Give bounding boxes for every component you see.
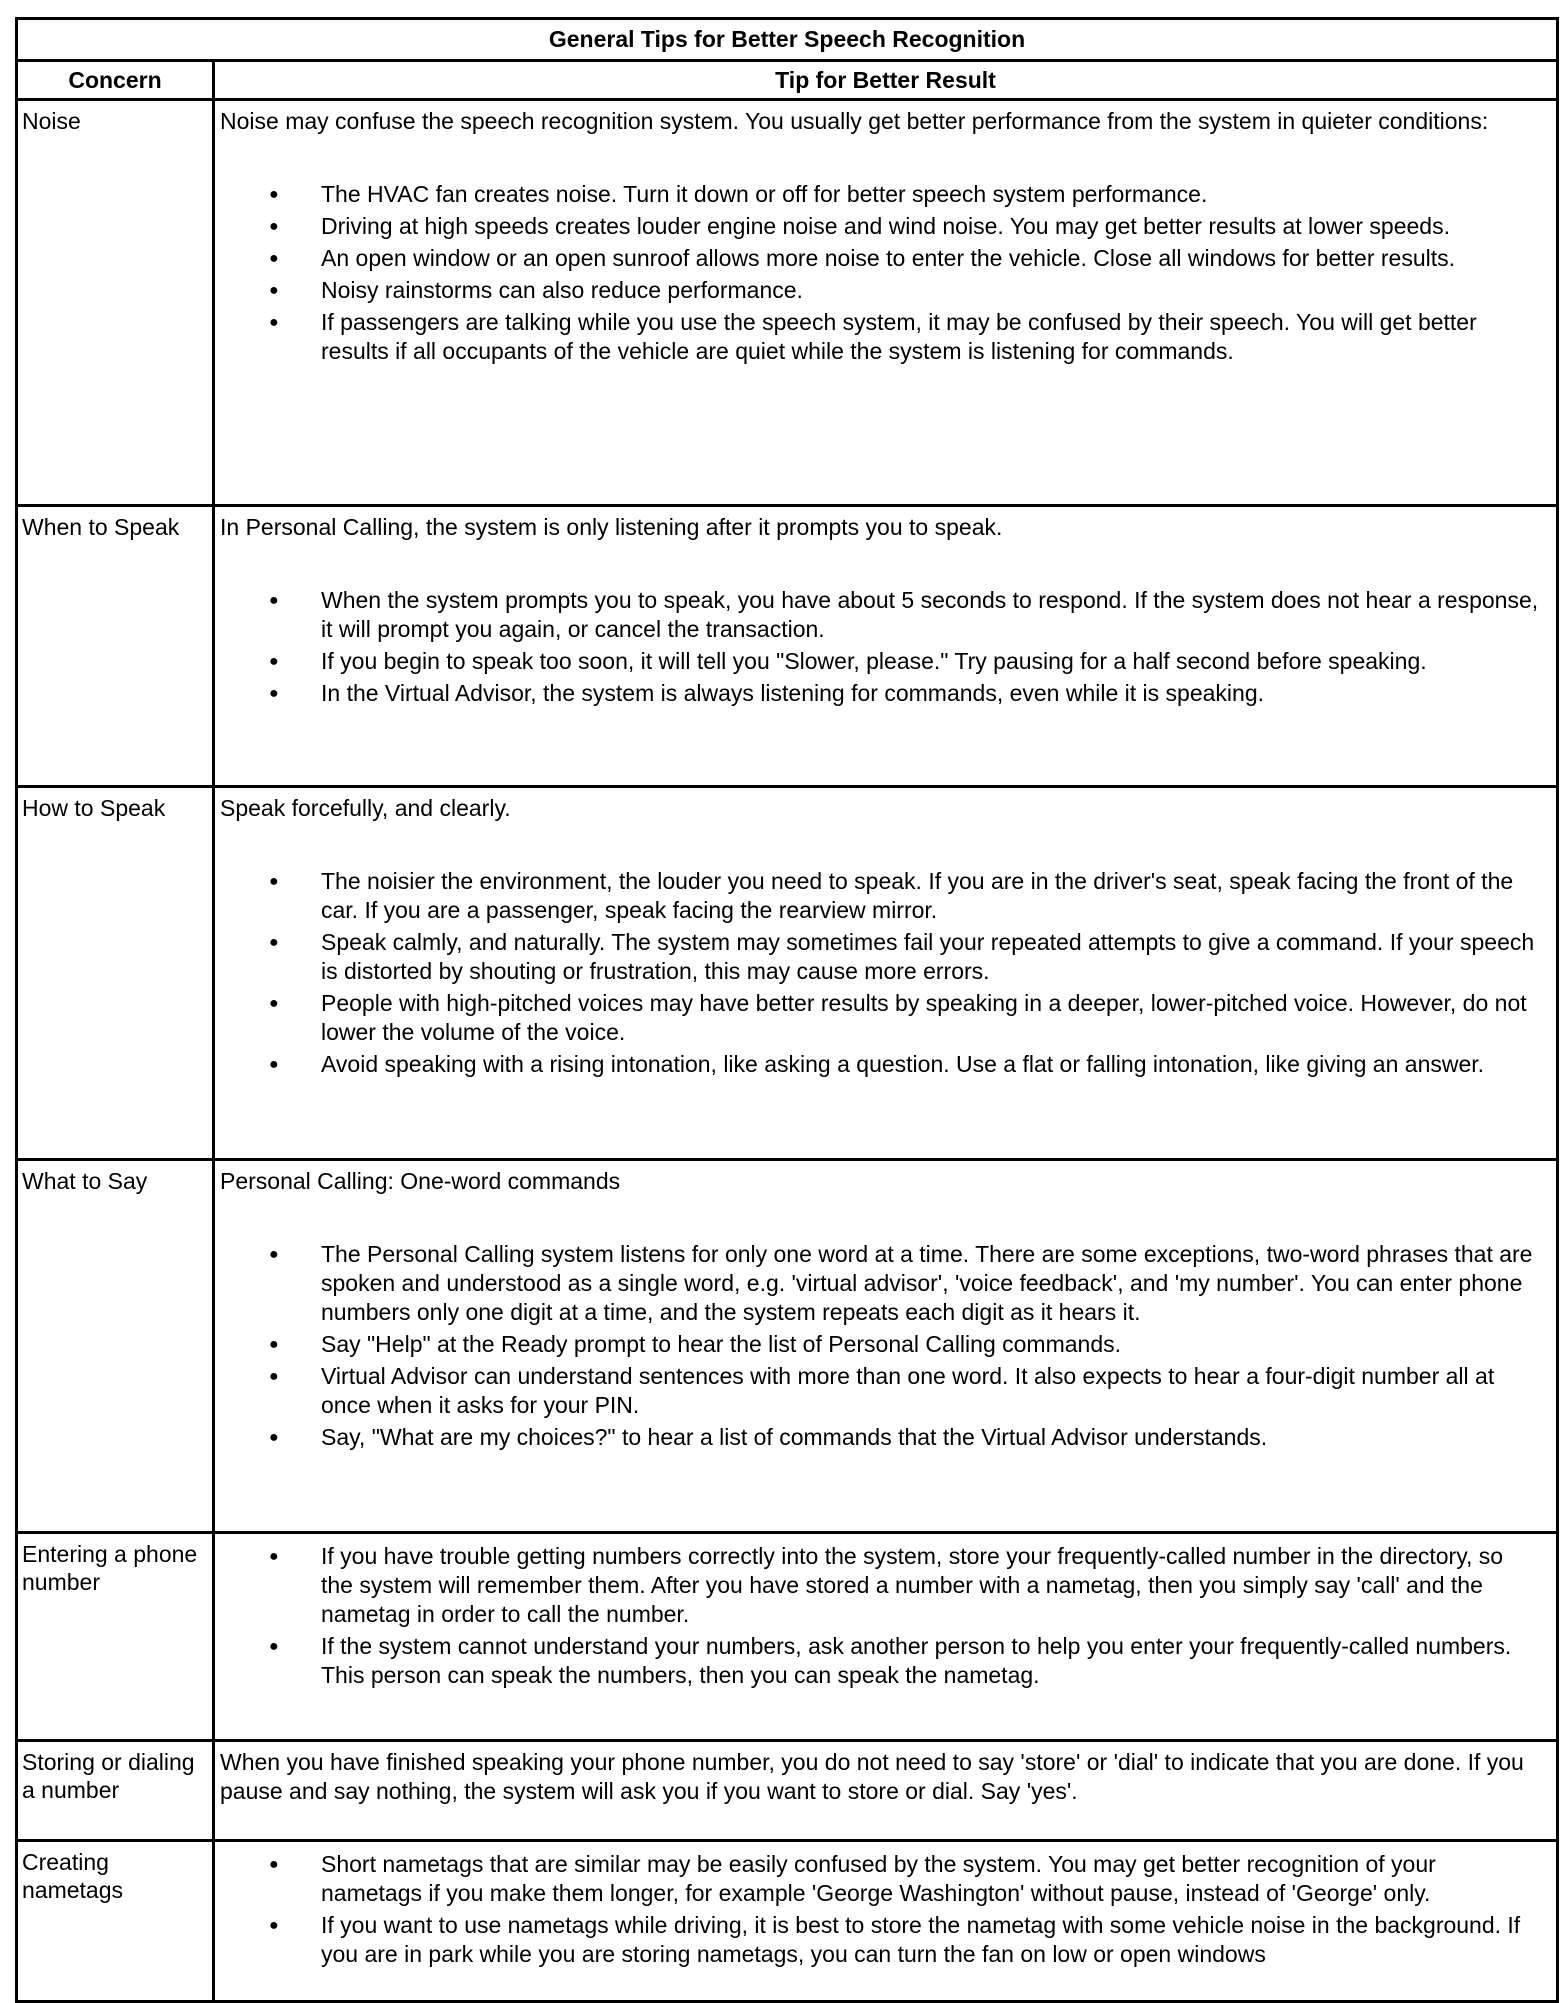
tip-bullet: ● The HVAC fan creates noise. Turn it down or off for better speech system performance. bbox=[220, 180, 1540, 209]
table-row bbox=[17, 1160, 1558, 1533]
table-row bbox=[17, 100, 1558, 506]
tip-bullet-list bbox=[220, 867, 1540, 1079]
tip-cell bbox=[214, 1533, 1558, 1741]
tip-intro: In Personal Calling, the system is only listening after it prompts you to speak. bbox=[220, 514, 1003, 540]
tip-cell bbox=[214, 100, 1558, 506]
concern-cell: How to Speak bbox=[17, 787, 214, 1160]
tip-bullet: ● If passengers are talking while you use the speech system, it may be confused by their speech. You will get better results if all occupants of the vehicle are quiet while the system is listening for commands. bbox=[220, 308, 1540, 366]
tip-bullet-list bbox=[220, 180, 1540, 366]
tip-bullet: ● People with high-pitched voices may have better results by speaking in a deeper, lower-pitched voice. However, do not lower the volume of the voice. bbox=[220, 989, 1540, 1047]
concern-cell: What to Say bbox=[17, 1160, 214, 1533]
tip-cell bbox=[214, 506, 1558, 787]
concern-cell: Entering a phone number bbox=[17, 1533, 214, 1741]
table-row bbox=[17, 787, 1558, 1160]
speech-tips-table bbox=[15, 17, 1559, 2003]
table-row bbox=[17, 1841, 1558, 2002]
tip-bullet-list bbox=[220, 1850, 1540, 1969]
tip-bullet-list bbox=[220, 586, 1540, 708]
tip-bullet: ● An open window or an open sunroof allows more noise to enter the vehicle. Close all windows for better results. bbox=[220, 244, 1540, 273]
tip-bullet: ● If you begin to speak too soon, it will tell you "Slower, please." Try pausing for a half second before speaking. bbox=[220, 647, 1540, 676]
tip-bullet: ● When the system prompts you to speak, you have about 5 seconds to respond. If the system does not hear a response, it will prompt you again, or cancel the transaction. bbox=[220, 586, 1540, 644]
tip-cell bbox=[214, 1160, 1558, 1533]
tip-bullet: ● Avoid speaking with a rising intonation, like asking a question. Use a flat or falling intonation, like giving an answer. bbox=[220, 1050, 1540, 1079]
tip-intro: Personal Calling: One-word commands bbox=[220, 1168, 621, 1194]
tip-bullet: ● The Personal Calling system listens for only one word at a time. There are some exceptions, two-word phrases that are spoken and understood as a single word, e.g. 'virtual advisor', 'voice feedback', and 'my number'. You can enter phone numbers only one digit at a time, and the system repeats each digit as it hears it. bbox=[220, 1240, 1540, 1327]
tip-bullet-list bbox=[220, 1542, 1540, 1690]
tip-bullet: ● The noisier the environment, the louder you need to speak. If you are in the driver's seat, speak facing the front of the car. If you are a passenger, speak facing the rearview mirror. bbox=[220, 867, 1540, 925]
tip-bullet: ● Say "Help" at the Ready prompt to hear the list of Personal Calling commands. bbox=[220, 1330, 1540, 1359]
tip-bullet: ● Noisy rainstorms can also reduce performance. bbox=[220, 276, 1540, 305]
tip-bullet: ● If you want to use nametags while driving, it is best to store the nametag with some vehicle noise in the background. If you are in park while you are storing nametags, you can turn the fan on low or open windows bbox=[220, 1911, 1540, 1969]
tip-bullet: ● Short nametags that are similar may be easily confused by the system. You may get better recognition of your nametags if you make them longer, for example 'George Washington' without pause, instead of 'George' only. bbox=[220, 1850, 1540, 1908]
tip-clip bbox=[220, 1850, 1540, 2000]
concern-cell: Creating nametags bbox=[17, 1841, 214, 2002]
tip-intro: When you have finished speaking your phone number, you do not need to say 'store' or 'dial' to indicate that you are done. If you pause and say nothing, the system will ask you if you want to store or dial. Say 'yes'. bbox=[220, 1749, 1524, 1804]
table-row bbox=[17, 506, 1558, 787]
tip-bullet: ● Driving at high speeds creates louder engine noise and wind noise. You may get better results at lower speeds. bbox=[220, 212, 1540, 241]
table-title: General Tips for Better Speech Recognition bbox=[17, 19, 1558, 61]
table-row bbox=[17, 1533, 1558, 1741]
tip-bullet: ● Virtual Advisor can understand sentences with more than one word. It also expects to hear a four-digit number all at once when it asks for your PIN. bbox=[220, 1362, 1540, 1420]
concern-cell: Storing or dialing a number bbox=[17, 1741, 214, 1841]
tip-cell bbox=[214, 787, 1558, 1160]
tip-bullet: ● Say, "What are my choices?" to hear a list of commands that the Virtual Advisor understands. bbox=[220, 1423, 1540, 1452]
tip-intro: Noise may confuse the speech recognition system. You usually get better performance from the system in quieter conditions: bbox=[220, 108, 1489, 134]
tip-bullet-list bbox=[220, 1240, 1540, 1452]
concern-cell: When to Speak bbox=[17, 506, 214, 787]
tip-bullet: ● If you have trouble getting numbers correctly into the system, store your frequently-called number in the directory, so the system will remember them. After you have stored a number with a nametag, then you simply say 'call' and the nametag in order to call the number. bbox=[220, 1542, 1540, 1629]
tip-bullet: ● If the system cannot understand your numbers, ask another person to help you enter your frequently-called numbers. This person can speak the numbers, then you can speak the nametag. bbox=[220, 1632, 1540, 1690]
tip-bullet: ● In the Virtual Advisor, the system is always listening for commands, even while it is speaking. bbox=[220, 679, 1540, 708]
concern-cell: Noise bbox=[17, 100, 214, 506]
concern-column-header: Concern bbox=[17, 61, 214, 100]
table-row bbox=[17, 1741, 1558, 1841]
tip-column-header: Tip for Better Result bbox=[214, 61, 1558, 100]
tip-cell bbox=[214, 1741, 1558, 1841]
tip-cell bbox=[214, 1841, 1558, 2002]
tip-intro: Speak forcefully, and clearly. bbox=[220, 795, 511, 821]
tip-bullet: ● Speak calmly, and naturally. The system may sometimes fail your repeated attempts to give a command. If your speech is distorted by shouting or frustration, this may cause more errors. bbox=[220, 928, 1540, 986]
